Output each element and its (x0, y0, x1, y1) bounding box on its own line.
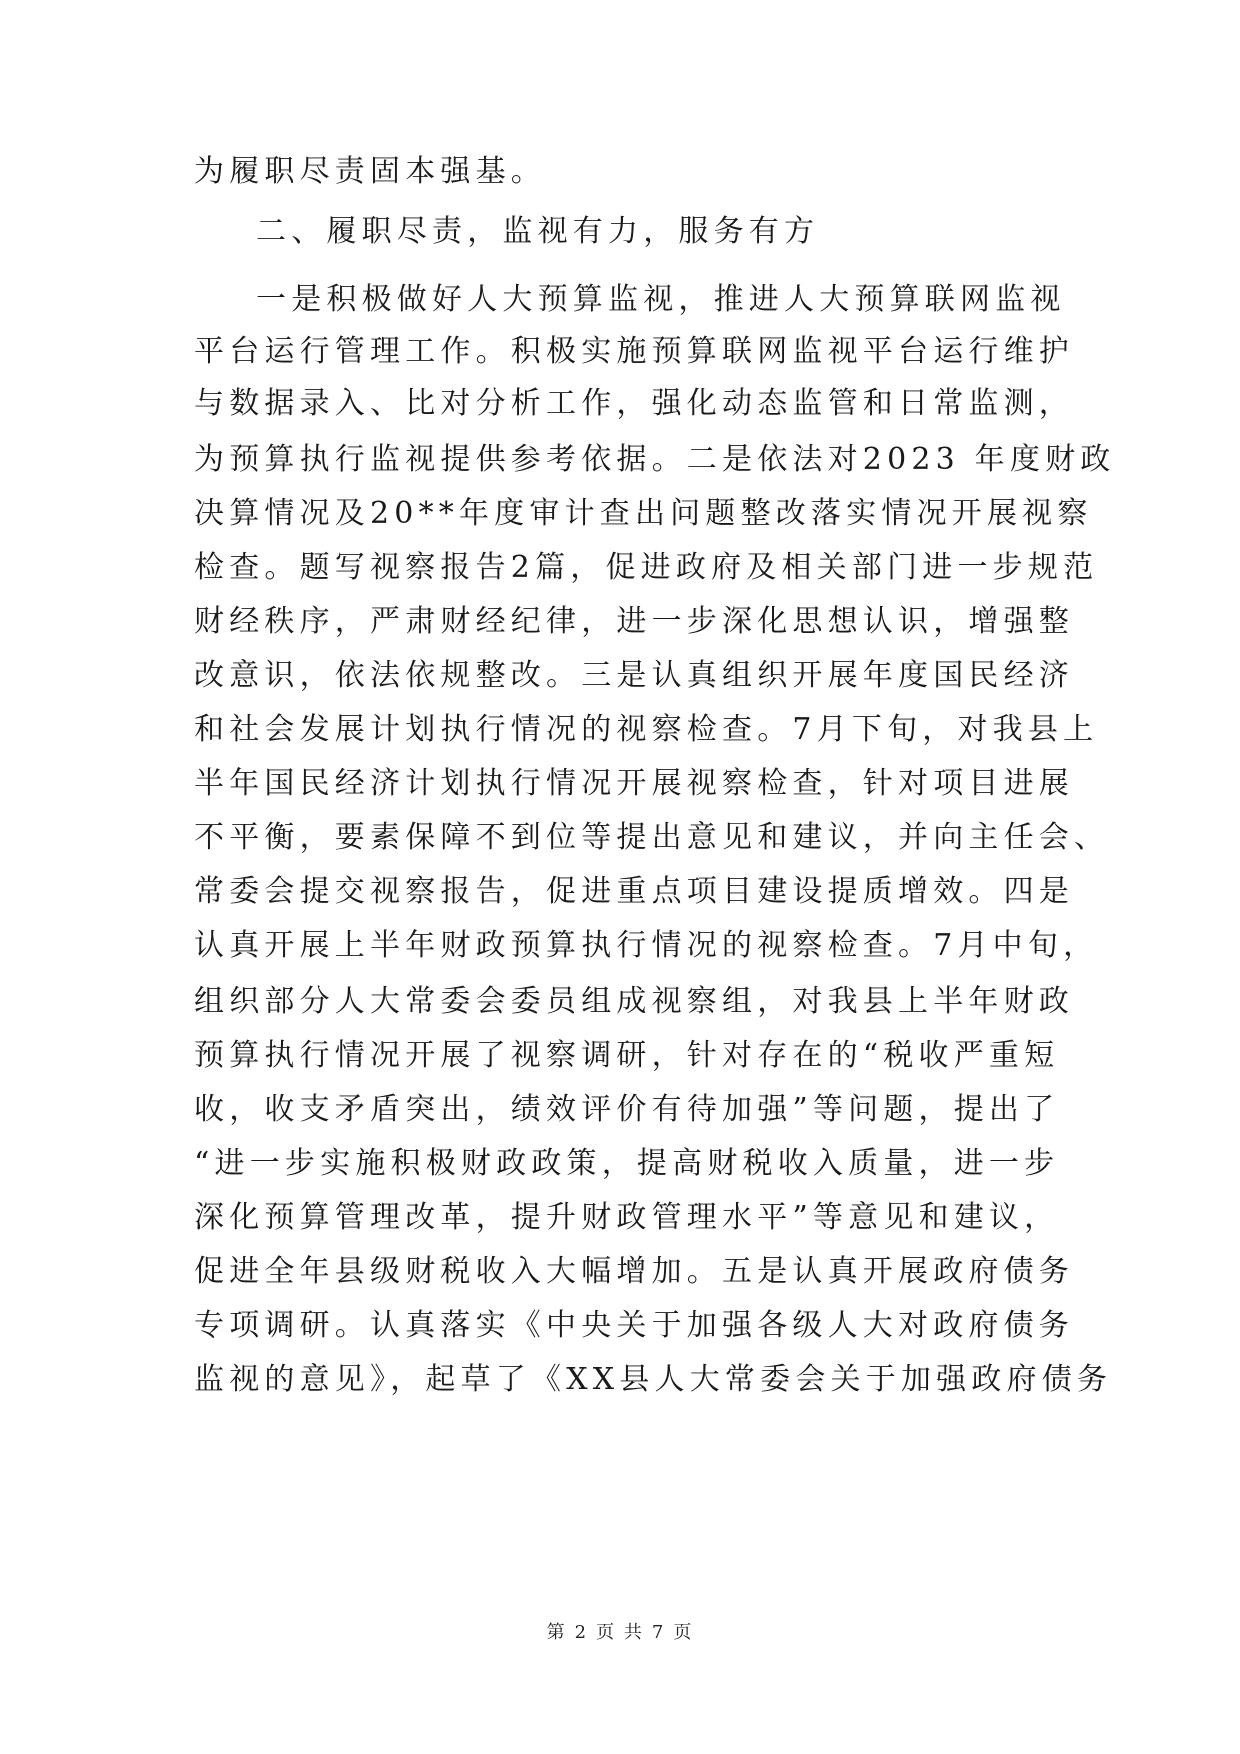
body-line: 认真开展上半年财政预算执行情况的视察检查。7月中旬， (194, 928, 1099, 963)
body-line: “进一步实施积极财政政策，提高财税收入质量，进一步 (194, 1146, 1060, 1181)
body-line: 为履职尽责固本强基。 (194, 154, 546, 189)
body-line: 财经秩序，严肃财经纪律，进一步深化思想认识，增强整 (194, 604, 1074, 639)
body-line: 决算情况及20**年度审计查出问题整改落实情况开展视察 (194, 496, 1093, 531)
current-page-number: 2 (574, 1622, 589, 1643)
body-line: 常委会提交视察报告，促进重点项目建设提质增效。四是 (194, 874, 1074, 909)
body-line: 不平衡，要素保障不到位等提出意见和建议，并向主任会、 (194, 820, 1110, 855)
body-line: 组织部分人大常委会委员组成视察组，对我县上半年财政 (194, 984, 1074, 1019)
body-line: 平台运行管理工作。积极实施预算联网监视平台运行维护 (194, 334, 1074, 369)
footer-prefix: 第 (546, 1622, 567, 1643)
total-page-count: 7 (651, 1622, 666, 1643)
body-line: 和社会发展计划执行情况的视察检查。7月下旬，对我县上 (194, 712, 1099, 747)
body-line: 半年国民经济计划执行情况开展视察检查，针对项目进展 (194, 766, 1074, 801)
page-footer (0, 1618, 1240, 1644)
body-line: 收，收支矛盾突出，绩效评价有待加强”等问题，提出了 (194, 1092, 1060, 1127)
body-line: 促进全年县级财税收入大幅增加。五是认真开展政府债务 (194, 1254, 1074, 1289)
body-line: 为预算执行监视提供参考依据。二是依法对2023 年度财政 (194, 442, 1116, 477)
body-line: 专项调研。认真落实《中央关于加强各级人大对政府债务 (194, 1308, 1074, 1343)
footer-suffix: 页 (673, 1622, 694, 1643)
body-line: 与数据录入、比对分析工作，强化动态监管和日常监测， (194, 386, 1074, 421)
body-line: 检查。题写视察报告2篇，促进政府及相关部门进一步规范 (194, 550, 1099, 585)
footer-middle: 页 共 (596, 1622, 644, 1643)
section-heading: 二、履职尽责，监视有力，服务有方 (256, 214, 820, 249)
body-line: 监视的意见》，起草了《XX县人大常委会关于加强政府债务 (194, 1362, 1113, 1397)
body-line: 改意识，依法依规整改。三是认真组织开展年度国民经济 (194, 658, 1074, 693)
body-line: 深化预算管理改革，提升财政管理水平”等意见和建议， (194, 1200, 1060, 1235)
body-line: 一是积极做好人大预算监视，推进人大预算联网监视 (256, 282, 1066, 317)
body-line: 预算执行情况开展了视察调研，针对存在的“税收严重短 (194, 1038, 1060, 1073)
